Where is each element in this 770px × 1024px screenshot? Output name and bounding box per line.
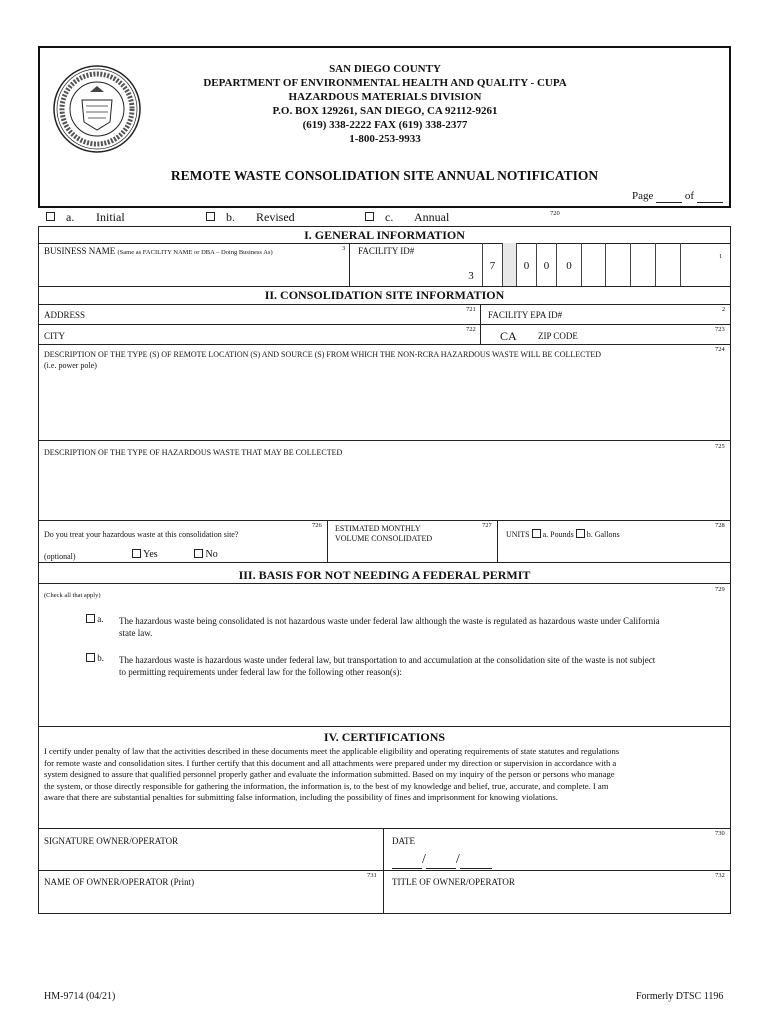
address-num: 721 xyxy=(466,306,476,313)
of-label: of xyxy=(684,190,695,202)
name-label: NAME OF OWNER/OPERATOR (Print) xyxy=(44,877,195,887)
revised-letter: b. xyxy=(226,210,235,224)
certification-text: I certify under penalty of law that the activities described in these documents meet the applicable eligibility and operating requirements of state statutes and regulations for remote waste and consolidation sites. I further certify that this document and all attachments were prepared under my direction or supervision in accordance with a system designed to assure that qualified personnel properly gather and evaluate the information submitted. Based on my inquiry of the person or persons who manage the system, or those directly responsible for gathering the information, the information is, to the best of my knowledge and belief, true, accurate, and complete. I am aware that there are substantial penalties for submitting false information, including the possibility of fines and imprisonment for knowing violations. xyxy=(44,746,620,802)
annual-checkbox[interactable] xyxy=(365,212,374,221)
option-a-text: The hazardous waste being consolidated is not hazardous waste under federal law although the waste is regulated as hazardous waste under California state law. xyxy=(119,616,660,638)
epa-label: FACILITY EPA ID# xyxy=(488,310,563,320)
facility-id-digit xyxy=(680,243,705,286)
initial-letter: a. xyxy=(66,210,75,224)
units-num: 728 xyxy=(715,522,725,529)
revised-checkbox[interactable] xyxy=(206,212,215,221)
units-label: UNITS xyxy=(506,530,530,539)
desc-location-num: 724 xyxy=(715,346,725,353)
option-b-checkbox[interactable] xyxy=(86,653,95,662)
revised-label: Revised xyxy=(256,210,295,224)
gallons-label: b. Gallons xyxy=(586,530,620,539)
notification-num: 720 xyxy=(550,210,560,217)
gallons-checkbox[interactable] xyxy=(576,529,585,538)
facility-id-label: FACILITY ID# xyxy=(358,246,415,256)
pounds-checkbox[interactable] xyxy=(532,529,541,538)
title-label: TITLE OF OWNER/OPERATOR xyxy=(392,877,515,887)
name-field[interactable] xyxy=(40,890,380,912)
seal-icon xyxy=(52,64,142,154)
desc-location-example: (i.e. power pole) xyxy=(44,361,97,370)
section-3-num: 729 xyxy=(715,586,725,593)
date-num: 730 xyxy=(715,830,725,837)
formerly-label: Formerly DTSC 1196 xyxy=(636,991,724,1002)
address-label: ADDRESS xyxy=(44,310,86,320)
business-name-note: (Same as FACILITY NAME or DBA – Doing Business As) xyxy=(117,249,273,256)
desc-location-label: DESCRIPTION OF THE TYPE (S) OF REMOTE LOCATION (S) AND SOURCE (S) FROM WHICH THE NON-RCRA HAZARDOUS WASTE WILL BE COLLECTED xyxy=(44,350,602,359)
signature-field[interactable] xyxy=(40,848,380,870)
page-number xyxy=(632,190,723,203)
treat-no[interactable] xyxy=(194,549,218,560)
initial-checkbox[interactable] xyxy=(46,212,55,221)
header-department: DEPARTMENT OF ENVIRONMENTAL HEALTH AND QUALITY - CUPA xyxy=(203,77,567,89)
county-seal xyxy=(52,64,142,154)
facility-id-grid[interactable] xyxy=(460,243,710,286)
header-division: HAZARDOUS MATERIALS DIVISION xyxy=(288,91,482,103)
page-label: Page xyxy=(632,190,654,202)
epa-num: 2 xyxy=(722,306,726,313)
title-field[interactable] xyxy=(386,890,729,912)
form-number: HM-9714 (04/21) xyxy=(44,991,116,1002)
volume-label: ESTIMATED MONTHLY VOLUME CONSOLIDATED xyxy=(335,524,433,543)
check-all-label: (Check all that apply) xyxy=(44,592,101,599)
section-2-title: II. CONSOLIDATION SITE INFORMATION xyxy=(264,288,505,302)
date-slash: / xyxy=(422,852,426,867)
option-b-text: The hazardous waste is hazardous waste under federal law, but transportation to and accumulation at the consolidation site of the waste is not subject to permitting requirements under federal law for the following other reason(s): xyxy=(119,655,656,677)
option-a[interactable] xyxy=(86,614,104,624)
zip-label: ZIP CODE xyxy=(538,331,578,341)
city-num: 722 xyxy=(466,326,476,333)
state-value: CA xyxy=(500,329,517,343)
page-field[interactable] xyxy=(656,190,682,203)
zip-num: 723 xyxy=(715,326,725,333)
treat-question: Do you treat your hazardous waste at this consolidation site? xyxy=(44,530,239,539)
no-label: No xyxy=(205,549,218,560)
date-slash: / xyxy=(455,852,460,867)
option-b[interactable] xyxy=(86,653,104,663)
form-title: REMOTE WASTE CONSOLIDATION SITE ANNUAL NOTIFICATION xyxy=(170,168,599,183)
date-label: DATE xyxy=(392,836,415,846)
desc-waste-field[interactable] xyxy=(40,460,729,520)
treat-yes[interactable] xyxy=(132,549,158,560)
initial-label: Initial xyxy=(96,210,125,224)
header-phone: (619) 338-2222 FAX (619) 338-2377 xyxy=(302,119,468,131)
header-tollfree: 1-800-253-9933 xyxy=(349,133,421,145)
facility-id-digit: 0 xyxy=(536,243,556,286)
facility-id-digit: 7 xyxy=(482,243,502,286)
header-county: SAN DIEGO COUNTY xyxy=(329,63,441,75)
title-num: 732 xyxy=(715,872,725,879)
section-4-title: IV. CERTIFICATIONS xyxy=(323,730,446,744)
facility-id-digit: 0 xyxy=(556,243,581,286)
volume-num: 727 xyxy=(482,522,492,529)
option-b-letter: b. xyxy=(97,653,104,663)
facility-id-digit xyxy=(630,243,655,286)
section-3-title: III. BASIS FOR NOT NEEDING A FEDERAL PERMIT xyxy=(238,568,531,582)
facility-id-digit xyxy=(502,243,516,286)
pounds-label: a. Pounds xyxy=(542,530,574,539)
city-label: CITY xyxy=(44,331,65,341)
section-1-title: I. GENERAL INFORMATION xyxy=(304,228,465,242)
facility-id-digit: 0 xyxy=(516,243,536,286)
business-num: 3 xyxy=(342,245,346,252)
treat-optional: (optional) xyxy=(44,552,76,561)
page-total-field[interactable] xyxy=(697,190,723,203)
signature-label: SIGNATURE OWNER/OPERATOR xyxy=(44,836,179,846)
facility-id-digit: 3 xyxy=(468,270,474,282)
desc-waste-label: DESCRIPTION OF THE TYPE OF HAZARDOUS WASTE THAT MAY BE COLLECTED xyxy=(44,448,343,457)
units-row xyxy=(506,529,620,539)
facility-id-digit xyxy=(581,243,605,286)
header-text xyxy=(150,62,620,146)
yes-label: Yes xyxy=(143,549,158,560)
yes-checkbox[interactable] xyxy=(132,549,141,558)
name-num: 731 xyxy=(367,872,377,879)
facility-id-digit xyxy=(605,243,630,286)
annual-label: Annual xyxy=(414,210,450,224)
option-a-checkbox[interactable] xyxy=(86,614,95,623)
desc-waste-num: 725 xyxy=(715,443,725,450)
business-name-label: BUSINESS NAME (Same as FACILITY NAME or DBA – Doing Business As) xyxy=(44,246,273,256)
facility-num: 1 xyxy=(719,253,723,260)
facility-id-digit xyxy=(655,243,680,286)
header-address: P.O. BOX 129261, SAN DIEGO, CA 92112-9261 xyxy=(272,105,498,117)
annual-letter: c. xyxy=(385,210,394,224)
no-checkbox[interactable] xyxy=(194,549,203,558)
desc-location-field[interactable] xyxy=(40,372,729,440)
date-field[interactable] xyxy=(392,852,492,869)
treat-num: 726 xyxy=(312,522,322,529)
option-a-letter: a. xyxy=(97,614,104,624)
